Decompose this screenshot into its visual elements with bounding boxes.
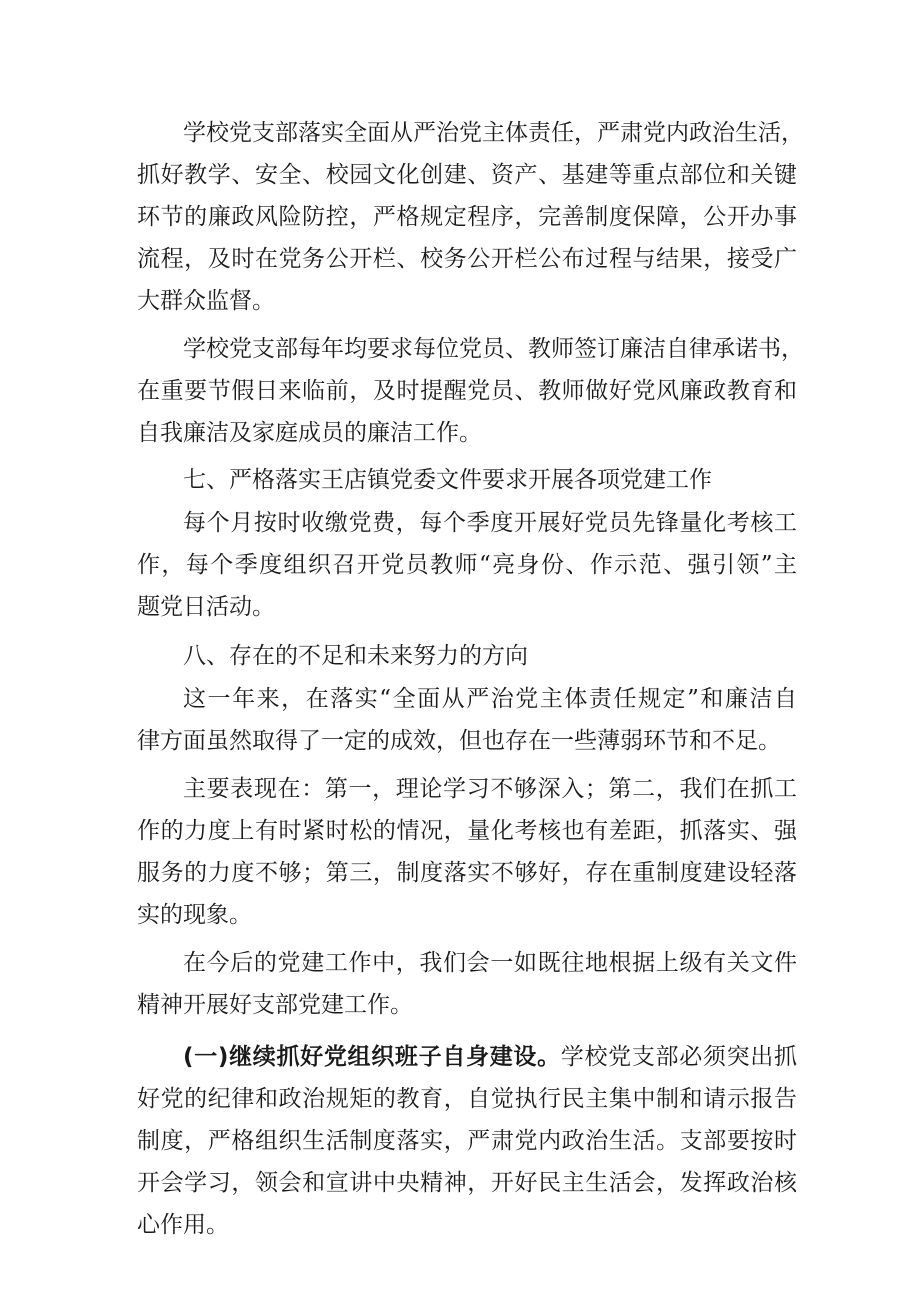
text-line: 在重要节假日来临前，及时提醒党员、教师做好党风廉政教育和 — [137, 378, 797, 404]
text-line: 每个月按时收缴党费，每个季度开展好党员先锋量化考核工 — [183, 510, 797, 536]
document-page — [137, 112, 804, 1246]
text-line: 题党日活动。 — [137, 594, 275, 620]
text-line: 心作用。 — [137, 1212, 229, 1238]
paragraph-year-review — [137, 678, 797, 762]
text-line: 精神开展好支部党建工作。 — [137, 992, 413, 1018]
text-line: 作，每个季度组织召开党员教师“亮身份、作示范、强引领”主 — [137, 552, 797, 578]
text-line — [137, 1036, 797, 1078]
text-line: 服务的力度不够；第三，制度落实不够好，存在重制度建设轻落 — [137, 860, 797, 886]
text-line: 在今后的党建工作中，我们会一如既往地根据上级有关文件 — [183, 950, 797, 976]
text-line: 主要表现在：第一，理论学习不够深入；第二，我们在抓工 — [183, 776, 797, 802]
text-line: 环节的廉政风险防控，严格规定程序，完善制度保障，公开办事 — [137, 204, 797, 230]
text-line: 流程，及时在党务公开栏、校务公开栏公布过程与结果，接受广 — [137, 246, 797, 272]
text-line: 学校党支部落实全面从严治党主体责任，严肃党内政治生活， — [183, 120, 804, 146]
paragraph-shortcomings — [137, 768, 797, 936]
section-heading-8: 八、存在的不足和未来努力的方向 — [183, 643, 528, 669]
text-line: 实的现象。 — [137, 902, 252, 928]
paragraph-future-work — [137, 942, 797, 1026]
text-line: 学校党支部每年均要求每位党员、教师签订廉洁自律承诺书， — [183, 336, 804, 362]
text-line: 制度，严格组织生活制度落实，严肃党内政治生活。支部要按时 — [137, 1128, 797, 1154]
text-line: 抓好教学、安全、校园文化创建、资产、基建等重点部位和关键 — [137, 162, 797, 188]
text-line: 律方面虽然取得了一定的成效，但也存在一些薄弱环节和不足。 — [137, 728, 781, 754]
text-line: 自我廉洁及家庭成员的廉洁工作。 — [137, 420, 482, 446]
text-line: 开会学习，领会和宣讲中央精神，开好民主生活会，发挥政治核 — [137, 1170, 797, 1196]
paragraph-integrity-pledge — [137, 328, 804, 454]
text-line: 这一年来，在落实“全面从严治党主体责任规定”和廉洁自 — [183, 686, 797, 712]
text-line: 好党的纪律和政治规矩的教育，自觉执行民主集中制和请示报告 — [137, 1086, 797, 1112]
paragraph-party-dues — [137, 502, 797, 628]
text-line: 大群众监督。 — [137, 288, 275, 314]
section-heading-7: 七、严格落实王店镇党委文件要求开展各项党建工作 — [183, 467, 712, 493]
bold-lead-text: (一)继续抓好党组织班子自身建设。 — [183, 1044, 561, 1070]
paragraph-team-building — [137, 1036, 797, 1246]
text-line: 作的力度上有时紧时松的情况，量化考核也有差距，抓落实、强 — [137, 818, 797, 844]
paragraph-accountability — [137, 112, 804, 322]
lead-rest-text: 学校党支部必须突出抓 — [560, 1044, 798, 1070]
